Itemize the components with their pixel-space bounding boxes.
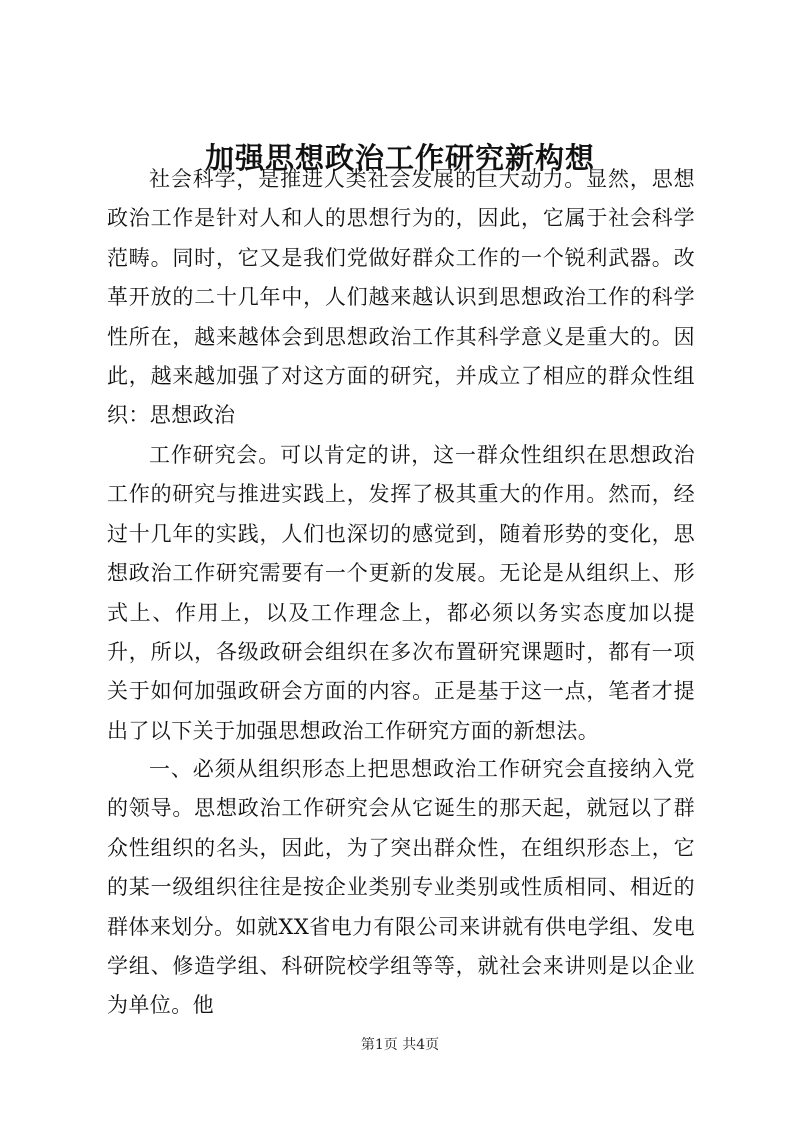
paragraph-1 bbox=[107, 160, 695, 436]
paragraph-text: 工作研究会。可以肯定的讲，这一群众性组织在思想政治工作的研究与推进实践上，发挥了极其重大的作用。然而，经过十几年的实践，人们也深切的感觉到，随着形势的变化，思想政治工作研究需要有一个更新的发展。无论是从组织上、形式上、作用上，以及工作理念上，都必须以务实态度加以提升，所以，各级政研会组织在多次布置研究课题时，都有一项关于如何加强政研会方面的内容。正是基于这一点，笔者才提出了以下关于加强思想政治工作研究方面的新想法。 bbox=[107, 443, 695, 743]
paragraph-text: 社会科学，是推进人类社会发展的巨大动力。显然，思想政治工作是针对人和人的思想行为的，因此，它属于社会科学范畴。同时，它又是我们党做好群众工作的一个锐利武器。改革开放的二十几年中，人们越来越认识到思想政治工作的科学性所在，越来越体会到思想政治工作其科学意义是重大的。因此，越来越加强了对这方面的研究，并成立了相应的群众性组织：思想政治 bbox=[107, 167, 695, 428]
paragraph-text: 一、必须从组织形态上把思想政治工作研究会直接纳入党的领导。思想政治工作研究会从它诞生的那天起，就冠以了群众性组织的名头，因此，为了突出群众性，在组织形态上，它的某一级组织往往是按企业类别专业类别或性质相同、相近的群体来划分。如就XX省电力有限公司来讲就有供电学组、发电学组、修造学组、科研院校学组等等，就社会来讲则是以企业为单位。他 bbox=[107, 757, 695, 1018]
paragraph-3 bbox=[107, 750, 695, 1026]
paragraph-2 bbox=[107, 436, 695, 751]
page-footer: 第1页 共4页 bbox=[360, 1037, 440, 1053]
document-title: 加强思想政治工作研究新构想 bbox=[204, 141, 595, 175]
